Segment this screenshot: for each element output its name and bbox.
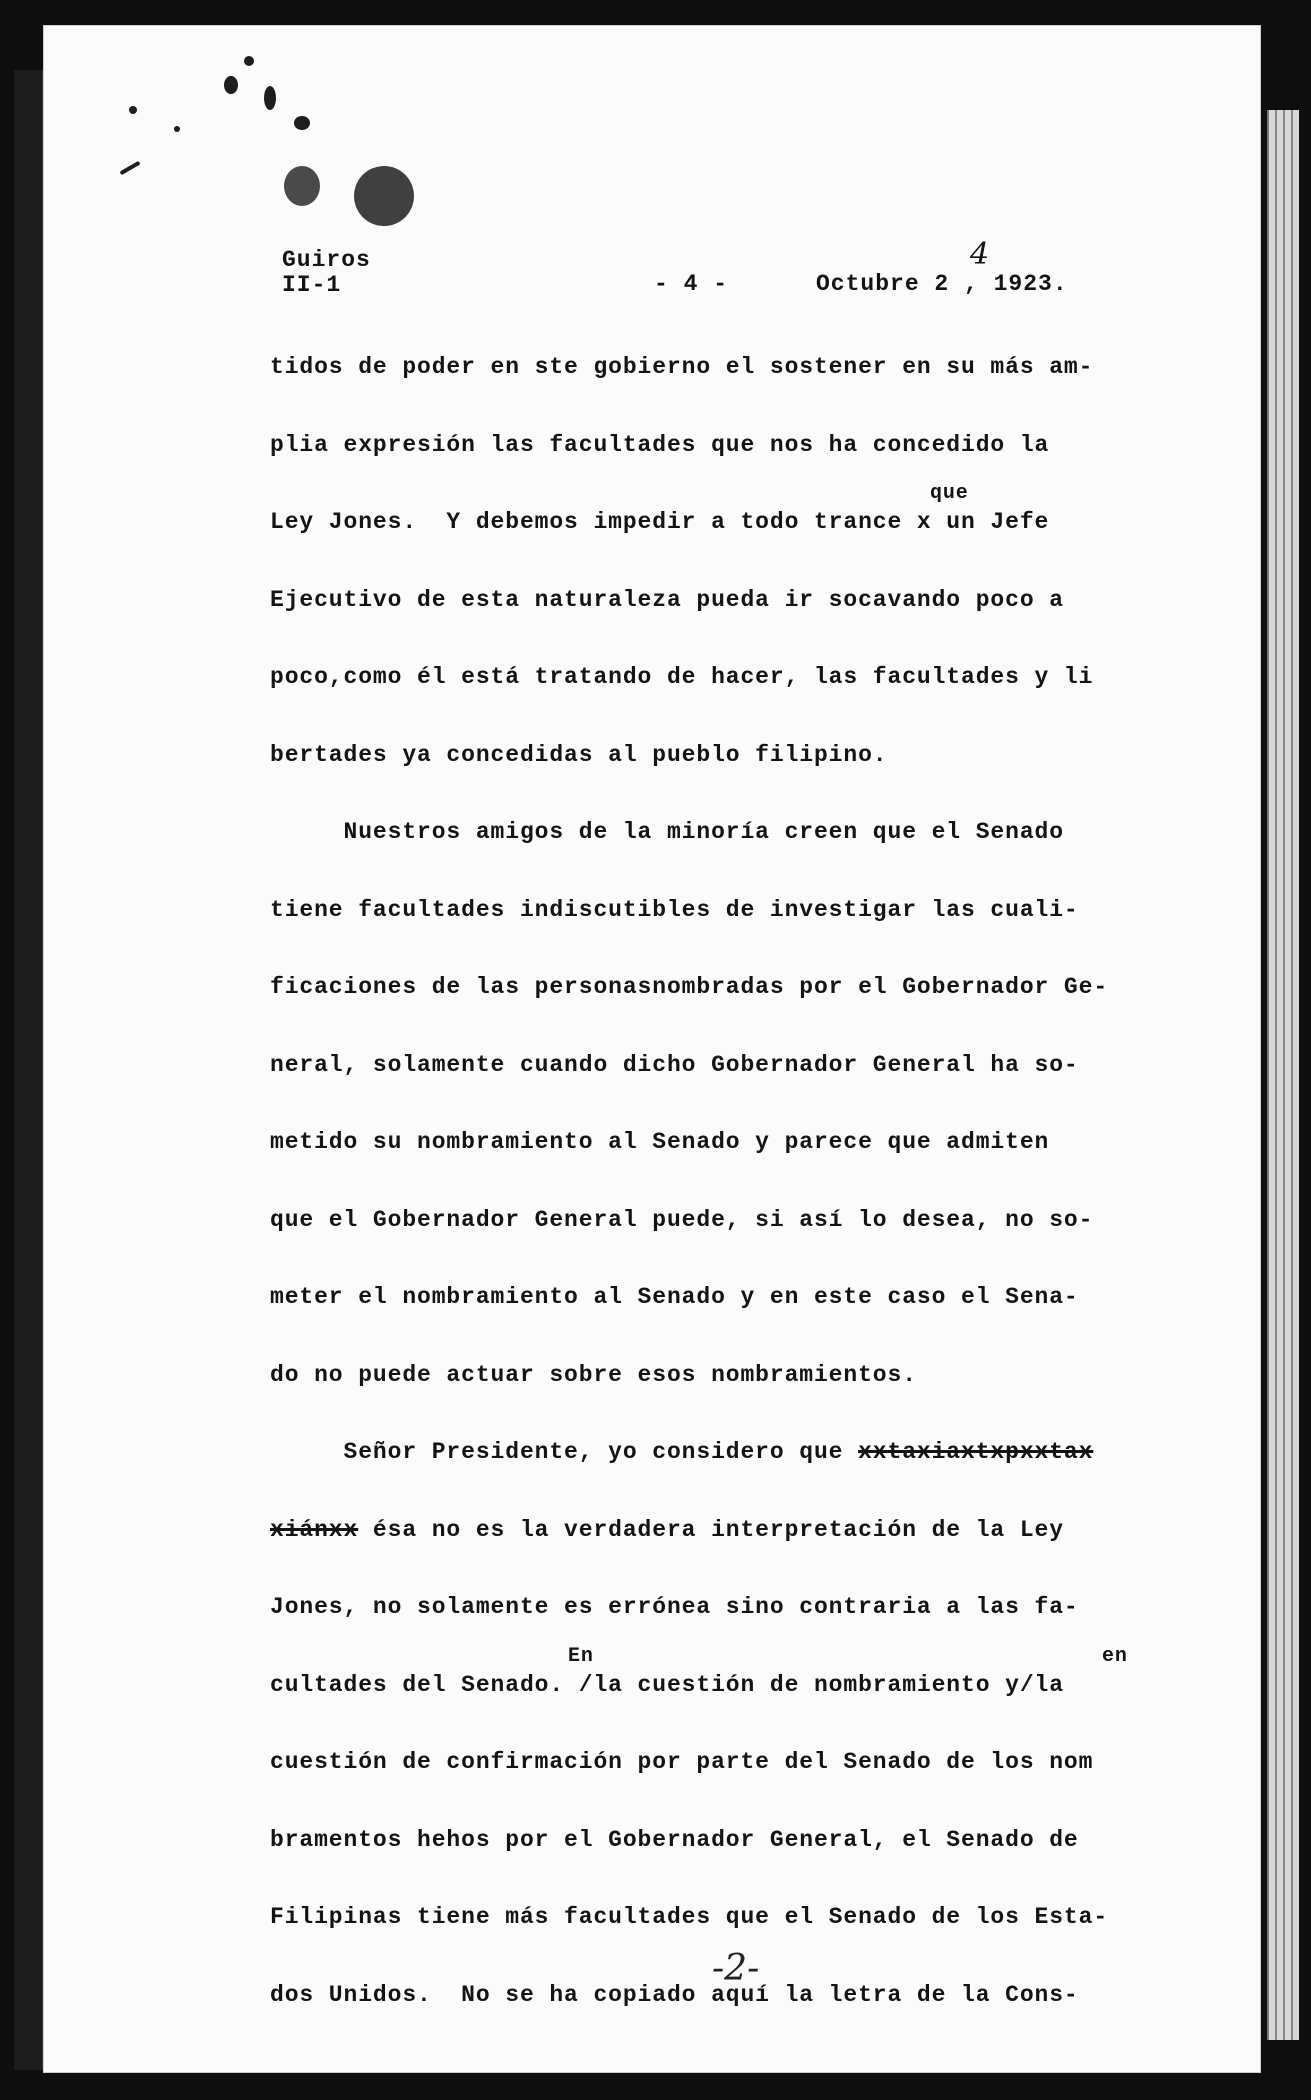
header-section: II-1: [282, 272, 342, 298]
paper-edge-left: [14, 70, 44, 2070]
ink-stain: [244, 56, 254, 66]
text-line: metido su nombramiento al Senado y parece que admiten: [270, 1129, 1050, 1155]
struck-text: xxtaxiaxtxpxxtax: [858, 1439, 1094, 1465]
ink-stain: [284, 166, 320, 206]
text-line: plia expresión las facultades que nos ha concedido la: [270, 431, 1050, 458]
header-date: Octubre 2 , 1923.: [816, 271, 1068, 297]
text-line: ficaciones de las personasnombradas por el Gobernador Ge-: [270, 974, 1109, 1000]
text-line: bramentos hehos por el Gobernador General, el Senado de: [270, 1826, 1079, 1853]
page-header: [282, 237, 1142, 308]
ink-stain: [264, 86, 276, 110]
text-line: poco,como él está tratando de hacer, las facultades y li: [270, 664, 1094, 690]
text-line: do no puede actuar sobre esos nombramientos.: [270, 1361, 917, 1388]
handwritten-folio-number: -2-: [712, 1948, 760, 1989]
header-page-number: - 4 -: [654, 271, 729, 297]
header-author: Guiros: [282, 247, 371, 273]
text-line: cuestión de confirmación por parte del Senado de los nom: [270, 1749, 1094, 1775]
ink-stain: [174, 126, 180, 132]
typewritten-page: [44, 26, 1260, 2072]
text-line: xiánxx ésa no es la verdadera interpretación de la Ley: [270, 1516, 1064, 1543]
interlinear-insertion: que: [930, 482, 969, 505]
text-line: tidos de poder en ste gobierno el sostener en su más am-: [270, 354, 1094, 380]
text-line: que Ley Jones. Y debemos impedir a todo trance x un Jefe: [270, 482, 1050, 535]
interlinear-insertion: en: [1102, 1644, 1128, 1668]
text-line: dos Unidos. No se ha copiado aquí la letra de la Cons-: [270, 1981, 1079, 2008]
text-line: Nuestros amigos de la minoría creen que el Senado: [270, 819, 1064, 845]
interlinear-insertion: En: [568, 1644, 594, 1668]
handwritten-date-correction: 4: [970, 237, 991, 272]
text-line: Jones, no solamente es errónea sino contraria a las fa-: [270, 1594, 1079, 1620]
text-line: tiene facultades indiscutibles de investigar las cuali-: [270, 896, 1079, 923]
text-line: En en cultades del Senado. /la cuestión de nombramiento y/la: [270, 1644, 1128, 1698]
paper-edge-right: [1267, 110, 1299, 2040]
ink-stain: [119, 161, 140, 175]
text-line: Ejecutivo de esta naturaleza pueda ir socavando poco a: [270, 586, 1064, 613]
ink-stain: [294, 116, 310, 130]
text-line: bertades ya concedidas al pueblo filipino.: [270, 741, 888, 768]
ink-stain: [224, 76, 238, 94]
text-line: Filipinas tiene más facultades que el Senado de los Esta-: [270, 1904, 1109, 1930]
ink-stain: [354, 166, 414, 226]
text-line: meter el nombramiento al Senado y en este caso el Sena-: [270, 1284, 1079, 1310]
text-line: Señor Presidente, yo considero que xxtaxiaxtxpxxtax: [270, 1439, 1094, 1465]
ink-stain: [129, 106, 137, 114]
body-text: [270, 356, 1180, 2061]
text-line: neral, solamente cuando dicho Gobernador General ha so-: [270, 1051, 1079, 1078]
text-line: que el Gobernador General puede, si así lo desea, no so-: [270, 1206, 1094, 1233]
struck-text: xiánxx: [270, 1516, 359, 1543]
